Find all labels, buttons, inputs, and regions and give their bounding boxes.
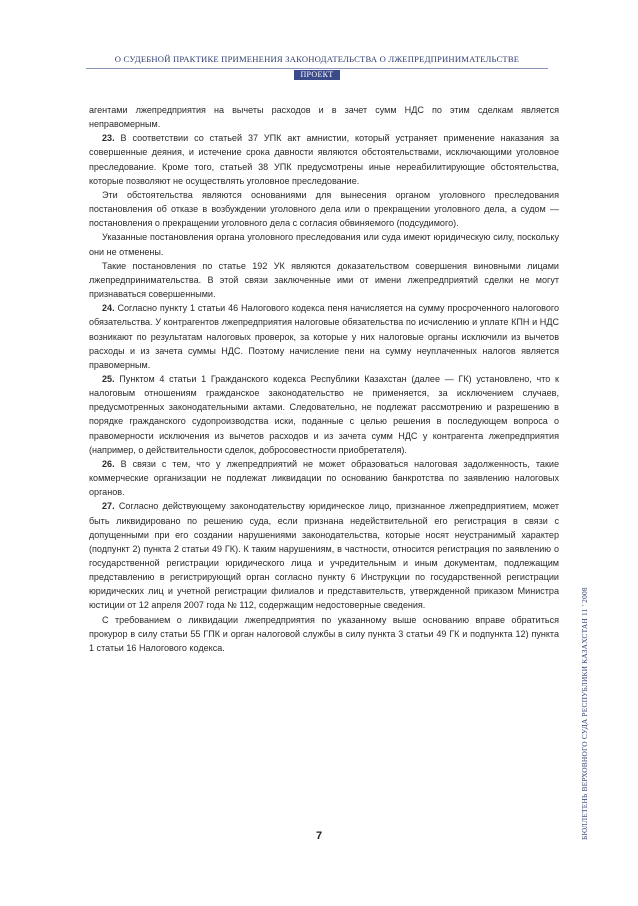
paragraph-text: В соответствии со статьей 37 УПК акт амнистии, который устраняет применение наказания за совершенные деяния, и истечение срока давности являются обстоятельствами, исключающими уголовное преследование. Кроме того, статьей 38 УПК предусмотрены иные нереабилитирующие обстоятельства, которые позволяют не осуществлять уголовное преследование. [89,133,560,186]
paragraph-text: Указанные постановления органа уголовного преследования или суда имеют юридическую силу, поскольку они не отменены. [89,232,559,257]
paragraph [89,499,559,612]
paragraph [89,301,559,372]
paragraph-text: Пунктом 4 статьи 1 Гражданского кодекса Республики Казахстан (далее — ГК) установлено, что к налоговым отношениям гражданское законодательство не применяется, за исключением случаев, предусмотренных законодательными актами. Следовательно, не подлежат рассмотрению и разрешению в порядке гражданского судопроизводства иски, поданные с целью решения в последующем вопроса о правомерности исключения из вычетов расходов и из зачета сумм НДС у контрагента лжепредприятия (например, о действительности сделок, добросовестности приобретателя). [89,373,559,455]
paragraph [89,131,559,188]
paragraph-number: 27. [102,501,115,512]
paragraph-text: Такие постановления по статье 192 УК являются доказательством совершения виновными лицами лжепредпринимательства. В этой связи заключенные ими от имени лжепредприятий сделки не могут признаваться совершенными. [89,260,559,300]
paragraph-text: Согласно действующему законодательству юридическое лицо, признанное лжепредприятием, может быть ликвидировано по решению суда, если признана недействительной его регистрация в связи с допущенными при его создании нарушениями законодательства, которые носят неустранимый характер (подпункт 2) пункта 2 статьи 49 ГК). К таким нарушениям, в частности, относится регистрация по заявлению о государственной регистрации юридического лица и учредительным и иным документам, подлежащим представлению в регистрирующий орган согласно пункту 6 Инструкции по государственной регистрации юридических лиц и учетной регистрации филиалов и представительств, утвержденной приказом Министра юстиции от 12 апреля 2007 года № 112, содержащим недостоверные сведения. [89,501,559,611]
paragraph-text: Эти обстоятельства являются основаниями для вынесения органом уголовного преследования постановления об отказе в возбуждении уголовного дела или о прекращении уголовного дела, а судом — постановления о прекращении уголовного дела с согласия обвиняемого (подсудимого). [89,189,559,229]
paragraph-text: агентами лжепредприятия на вычеты расходов и в зачет сумм НДС по этим сделкам является неправомерным. [89,105,559,130]
bulletin-side-label: БЮЛЛЕТЕНЬ ВЕРХОВНОГО СУДА РЕСПУБЛИКИ КАЗАХСТАН 11 ' 2008 [580,587,589,840]
paragraph-number: 26. [102,458,115,469]
running-header [86,54,548,82]
header-title: О СУДЕБНОЙ ПРАКТИКЕ ПРИМЕНЕНИЯ ЗАКОНОДАТЕЛЬСТВА О ЛЖЕПРЕДПРИНИМАТЕЛЬСТВЕ [114,54,520,64]
page-number: 7 [315,830,323,842]
paragraph [89,188,559,230]
paragraph-text: С требованием о ликвидации лжепредприятия по указанному выше основанию вправе обратиться прокурор в силу статьи 55 ГПК и орган налоговой службы в силу пункта 3 статьи 49 ГК и подпункта 12) пункта 1 статьи 16 Налогового кодекса. [89,614,559,653]
paragraph [89,103,559,131]
paragraph-number: 25. [102,373,115,384]
paragraph [89,230,559,258]
paragraph [89,372,559,457]
paragraph-number: 24. [102,303,115,314]
header-rule [86,68,548,69]
paragraph [89,457,559,499]
paragraph [89,613,559,655]
paragraph-text: Согласно пункту 1 статьи 46 Налогового кодекса пеня начисляется на сумму просроченного налогового обязательства. У контрагентов лжепредприятия налоговые обязательства по исчислению и уплате КПН и НДС возникают по результатам налоговых проверок, за которые у них налоговые органы исключили из вычетов расходы и из зачета суммы НДС. Поэтому начисление пени на сумму неуплаченных налогов является правомерным. [89,303,560,370]
paragraph [89,259,559,301]
draft-badge: ПРОЕКТ [294,70,339,80]
paragraph-number: 23. [102,133,115,144]
document-body [89,103,559,655]
paragraph-text: В связи с тем, что у лжепредприятий не может образоваться налоговая задолженность, такие коммерческие организации не подлежат ликвидации по основанию банкротства по заявлению налоговых органов. [89,458,559,498]
